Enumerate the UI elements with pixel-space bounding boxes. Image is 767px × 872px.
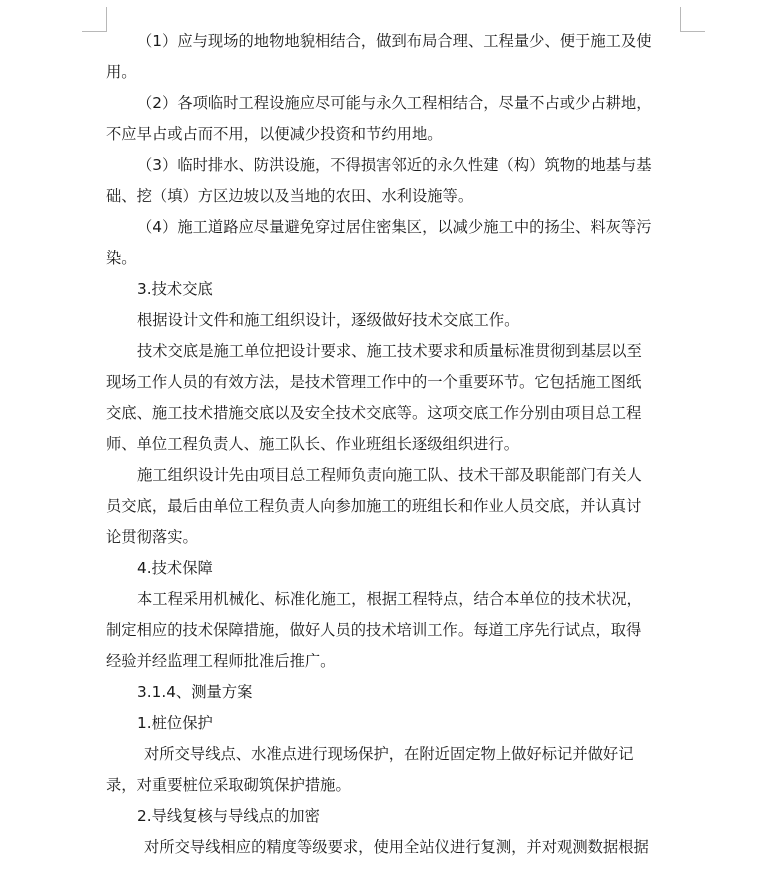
text-line: 染。 (106, 249, 137, 267)
text-line: 1.桩位保护 (137, 714, 213, 732)
text-line: （3）临时排水、防洪设施，不得损害邻近的永久性建（构）筑物的地基与基 (137, 156, 652, 174)
document-body (106, 26, 680, 863)
text-line: 经验并经监理工程师批准后推广。 (106, 652, 336, 670)
text-line: 现场工作人员的有效方法，是技术管理工作中的一个重要环节。它包括施工图纸 (106, 373, 642, 391)
text-line: 技术交底是施工单位把设计要求、施工技术要求和质量标准贯彻到基层以至 (137, 342, 642, 360)
text-line: 根据设计文件和施工组织设计，逐级做好技术交底工作。 (137, 311, 520, 329)
text-line: 用。 (106, 63, 137, 81)
text-line: 制定相应的技术保障措施，做好人员的技术培训工作。每道工序先行试点，取得 (106, 621, 642, 639)
crop-mark-top-left (82, 7, 107, 32)
text-line: 施工组织设计先由项目总工程师负责向施工队、技术干部及职能部门有关人 (137, 466, 642, 484)
text-line: 3.1.4、测量方案 (137, 683, 253, 701)
text-line: 3.技术交底 (137, 280, 213, 298)
text-line: 员交底，最后由单位工程负责人向参加施工的班组长和作业人员交底，并认真讨 (106, 497, 642, 515)
text-line: （2）各项临时工程设施应尽可能与永久工程相结合，尽量不占或少占耕地， (137, 94, 652, 112)
text-line: 本工程采用机械化、标准化施工，根据工程特点，结合本单位的技术状况， (137, 590, 642, 608)
text-line: 录，对重要桩位采取砌筑保护措施。 (106, 776, 351, 794)
text-line: 础、挖（填）方区边坡以及当地的农田、水利设施等。 (106, 187, 474, 205)
text-line: 师、单位工程负责人、施工队长、作业班组长逐级组织进行。 (106, 435, 520, 453)
text-line: （4）施工道路应尽量避免穿过居住密集区，以减少施工中的扬尘、料灰等污 (137, 218, 652, 236)
text-line: 不应早占或占而不用，以便减少投资和节约用地。 (106, 125, 443, 143)
text-line: 2.导线复核与导线点的加密 (137, 807, 320, 825)
text-line: （1）应与现场的地物地貌相结合，做到布局合理、工程量少、便于施工及使 (137, 32, 652, 50)
text-line: 4.技术保障 (137, 559, 213, 577)
crop-mark-top-right (680, 7, 705, 32)
text-line: 论贯彻落实。 (106, 528, 198, 546)
text-line: 对所交导线点、水准点进行现场保护，在附近固定物上做好标记并做好记 (144, 745, 634, 763)
text-line: 对所交导线相应的精度等级要求，使用全站仪进行复测，并对观测数据根据 (144, 838, 649, 856)
text-line: 交底、施工技术措施交底以及安全技术交底等。这项交底工作分别由项目总工程 (106, 404, 642, 422)
